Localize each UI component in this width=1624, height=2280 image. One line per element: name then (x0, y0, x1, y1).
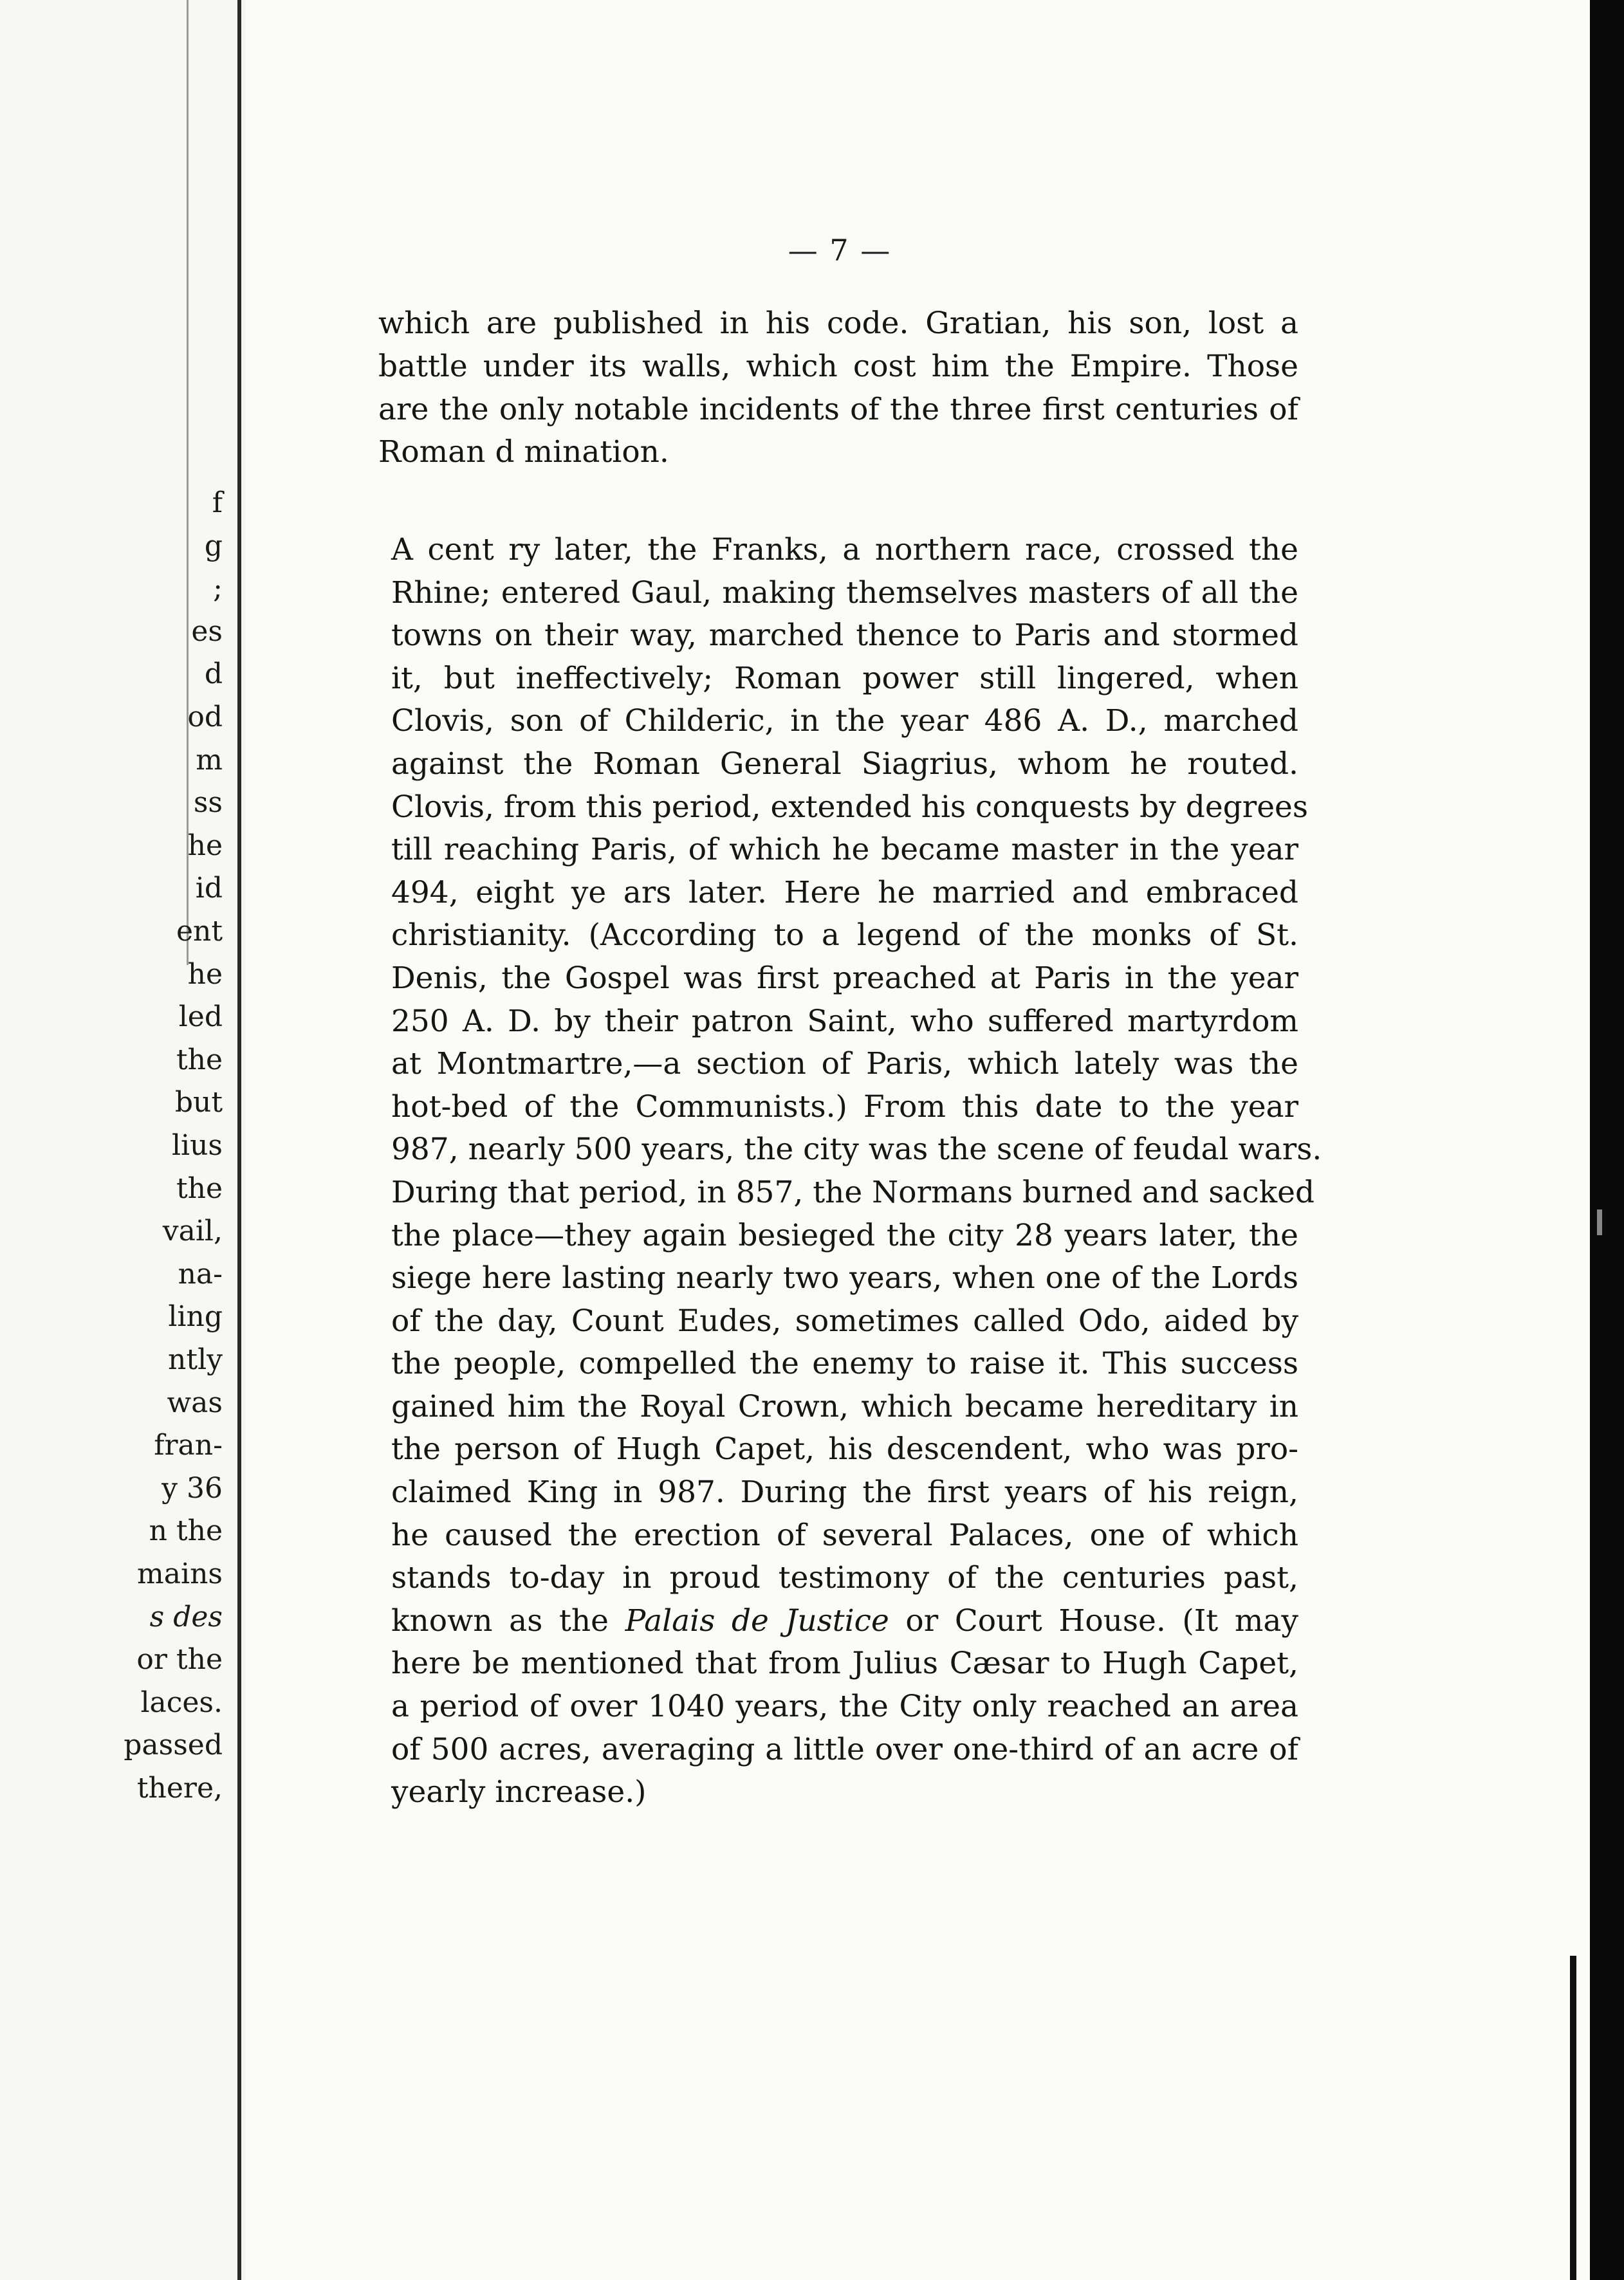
text-line: stands to-day in proud testimony of the centuries past, (391, 1560, 1298, 1596)
italic-phrase: Palais de Justice (625, 1603, 889, 1639)
page-fold-line (187, 0, 189, 965)
scan-mark (1597, 1209, 1602, 1235)
left-page-fragment-text: he (187, 829, 223, 862)
text-line: Roman d mination. (378, 434, 669, 470)
scan-border (1590, 0, 1624, 2280)
left-page-fragment-text: lius (171, 1129, 223, 1162)
page-number: — 7 — (788, 233, 892, 268)
left-page-fragment-text: passed (124, 1729, 223, 1762)
text-line-with-italic (391, 1600, 1298, 1643)
text-line: A cent ry later, the Franks, a northern race, crossed the (391, 532, 1298, 567)
text-line: claimed King in 987. During the first years of his reign, (391, 1475, 1298, 1511)
left-page-fragment-text: there, (136, 1772, 223, 1805)
text-line: During that period, in 857, the Normans burned and sacked (391, 1174, 1315, 1210)
left-page-fragment-text: m (196, 743, 223, 777)
text-line: hot-bed of the Communists.) From this date to the year (391, 1089, 1298, 1125)
paragraph-2 (391, 529, 1322, 1814)
left-page-fragment-text: g (204, 529, 223, 562)
left-page-fragment-text: ss (193, 786, 223, 820)
left-page-fragment-text: ent (176, 915, 223, 948)
text-line: towns on their way, marched thence to Paris and stormed (391, 618, 1298, 654)
text-line: 250 A. D. by their patron Saint, who suffered martyrdom (391, 1003, 1298, 1039)
text-run: known as the (391, 1603, 625, 1639)
left-page-fragment-text: but (174, 1086, 223, 1119)
text-line: Clovis, from this period, extended his conquests by degrees (391, 789, 1308, 825)
paragraph-1 (378, 302, 1298, 474)
left-page-fragment-text: d (204, 657, 223, 691)
text-line: here be mentioned that from Julius Cæsar to Hugh Capet, (391, 1646, 1298, 1682)
left-page-fragment-text: was (167, 1386, 223, 1419)
left-page-fragment-text: od (187, 701, 223, 733)
left-page-fragment-text: led (178, 1000, 223, 1034)
left-page-fragment (0, 0, 241, 2280)
text-line: of the day, Count Eudes, sometimes called Odo, aided by (391, 1303, 1298, 1339)
text-line: at Montmartre,—a section of Paris, which lately was the (391, 1046, 1298, 1082)
left-page-fragment-text: mains (137, 1558, 223, 1590)
text-line: he caused the erection of several Palaces, one of which (391, 1517, 1298, 1553)
text-line: it, but ineffectively; Roman power still lingered, when (391, 660, 1298, 696)
left-page-fragment-text: f (212, 486, 223, 519)
left-page-fragment-text: y 36 (161, 1471, 223, 1505)
left-page-fragment-text: ; (213, 572, 223, 605)
text-line: till reaching Paris, of which he became master in the year (391, 832, 1298, 868)
text-line: Denis, the Gospel was first preached at Paris in the year (391, 960, 1298, 996)
text-line: a period of over 1040 years, the City only reached an area (391, 1689, 1298, 1725)
left-page-fragment-text: laces. (140, 1686, 223, 1719)
text-line: yearly increase.) (391, 1774, 647, 1810)
text-line: christianity. (According to a legend of the monks of St. (391, 917, 1298, 953)
text-line: Clovis, son of Childeric, in the year 486 A. D., marched (391, 703, 1298, 739)
left-page-fragment-text: or the (136, 1643, 223, 1677)
left-page-fragment-text: the (176, 1043, 223, 1076)
left-page-fragment-text: fran- (154, 1429, 223, 1462)
text-line: the place—they again besieged the city 28 years later, the (391, 1217, 1298, 1253)
text-line: are the only notable incidents of the three first centuries of (378, 391, 1298, 427)
text-line: the person of Hugh Capet, his descendent, who was pro- (391, 1431, 1298, 1467)
text-line: of 500 acres, averaging a little over one-third of an acre of (391, 1731, 1298, 1767)
left-page-fragment-text: id (195, 872, 223, 905)
left-page-fragment-text: n the (149, 1514, 223, 1548)
left-page-fragment-text: es (191, 614, 223, 648)
text-line: Rhine; entered Gaul, making themselves masters of all the (391, 575, 1298, 611)
left-page-fragment-text: vail, (162, 1215, 223, 1248)
left-page-fragment-text: ntly (168, 1343, 223, 1376)
text-run: or Court House. (It may (889, 1603, 1298, 1639)
text-line: 494, eight ye ars later. Here he married and embraced (391, 874, 1298, 910)
left-page-fragment-text: he (187, 957, 223, 991)
text-line: gained him the Royal Crown, which became hereditary in (391, 1388, 1298, 1424)
text-line: the people, compelled the enemy to raise it. This success (391, 1346, 1298, 1382)
text-line: which are published in his code. Gratian, his son, lost a (378, 306, 1298, 341)
text-line: siege here lasting nearly two years, when one of the Lords (391, 1260, 1298, 1296)
left-page-fragment-text: the (176, 1172, 223, 1205)
left-page-fragment-text: ling (168, 1300, 223, 1334)
left-page-fragment-text: s des (149, 1600, 223, 1633)
page-edge-shadow (1570, 1956, 1576, 2280)
text-line: battle under its walls, which cost him the Empire. Those (378, 348, 1298, 384)
text-line: 987, nearly 500 years, the city was the scene of feudal wars. (391, 1132, 1322, 1168)
left-page-fragment-text: na- (178, 1257, 223, 1291)
text-line: against the Roman General Siagrius, whom he routed. (391, 746, 1298, 782)
